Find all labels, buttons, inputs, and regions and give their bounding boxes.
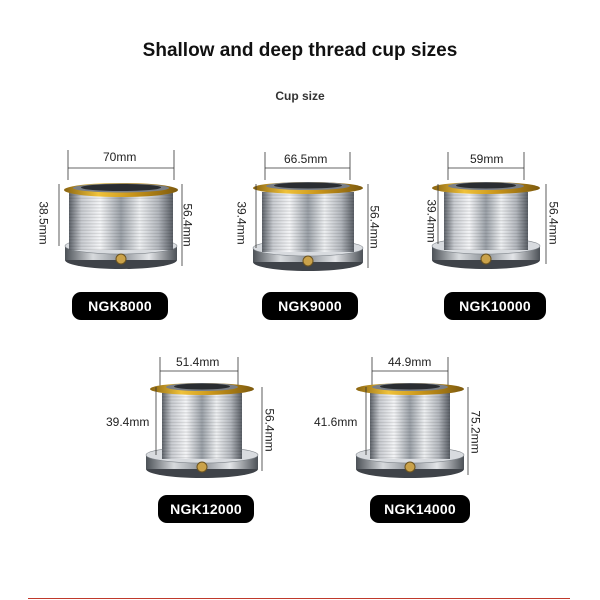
total-height-dimension: 56.4mm: [367, 205, 382, 249]
width-dimension: 44.9mm: [388, 355, 432, 369]
total-height-dimension: 56.4mm: [180, 203, 195, 247]
width-dimension: 51.4mm: [176, 355, 220, 369]
spool-image: [140, 345, 310, 485]
spool-ngk8000: [36, 140, 200, 320]
spool-ngk9000: [232, 140, 392, 320]
model-badge: NGK8000: [72, 292, 168, 320]
model-badge: NGK12000: [158, 495, 254, 523]
bottom-divider: [28, 598, 570, 599]
spool-ngk12000: [106, 345, 310, 535]
model-badge: NGK9000: [262, 292, 358, 320]
model-badge: NGK10000: [444, 292, 546, 320]
inner-height-dimension: 39.4mm: [106, 415, 150, 429]
total-height-dimension: 75.2mm: [468, 410, 483, 454]
spool-ngk10000: [420, 140, 580, 320]
width-dimension: 59mm: [470, 152, 504, 166]
spool-image: [348, 345, 518, 485]
inner-height-dimension: 39.4mm: [234, 201, 249, 245]
total-height-dimension: 56.4mm: [546, 201, 561, 245]
inner-height-dimension: 41.6mm: [314, 415, 358, 429]
inner-height-dimension: 39.4mm: [424, 199, 439, 243]
width-dimension: 66.5mm: [284, 152, 328, 166]
total-height-dimension: 56.4mm: [262, 408, 277, 452]
page-title: Shallow and deep thread cup sizes: [142, 40, 458, 61]
spool-ngk14000: [314, 345, 518, 535]
model-badge: NGK14000: [370, 495, 470, 523]
inner-height-dimension: 38.5mm: [36, 201, 51, 245]
width-dimension: 70mm: [103, 150, 137, 164]
section-subtitle: Cup size: [275, 89, 325, 103]
